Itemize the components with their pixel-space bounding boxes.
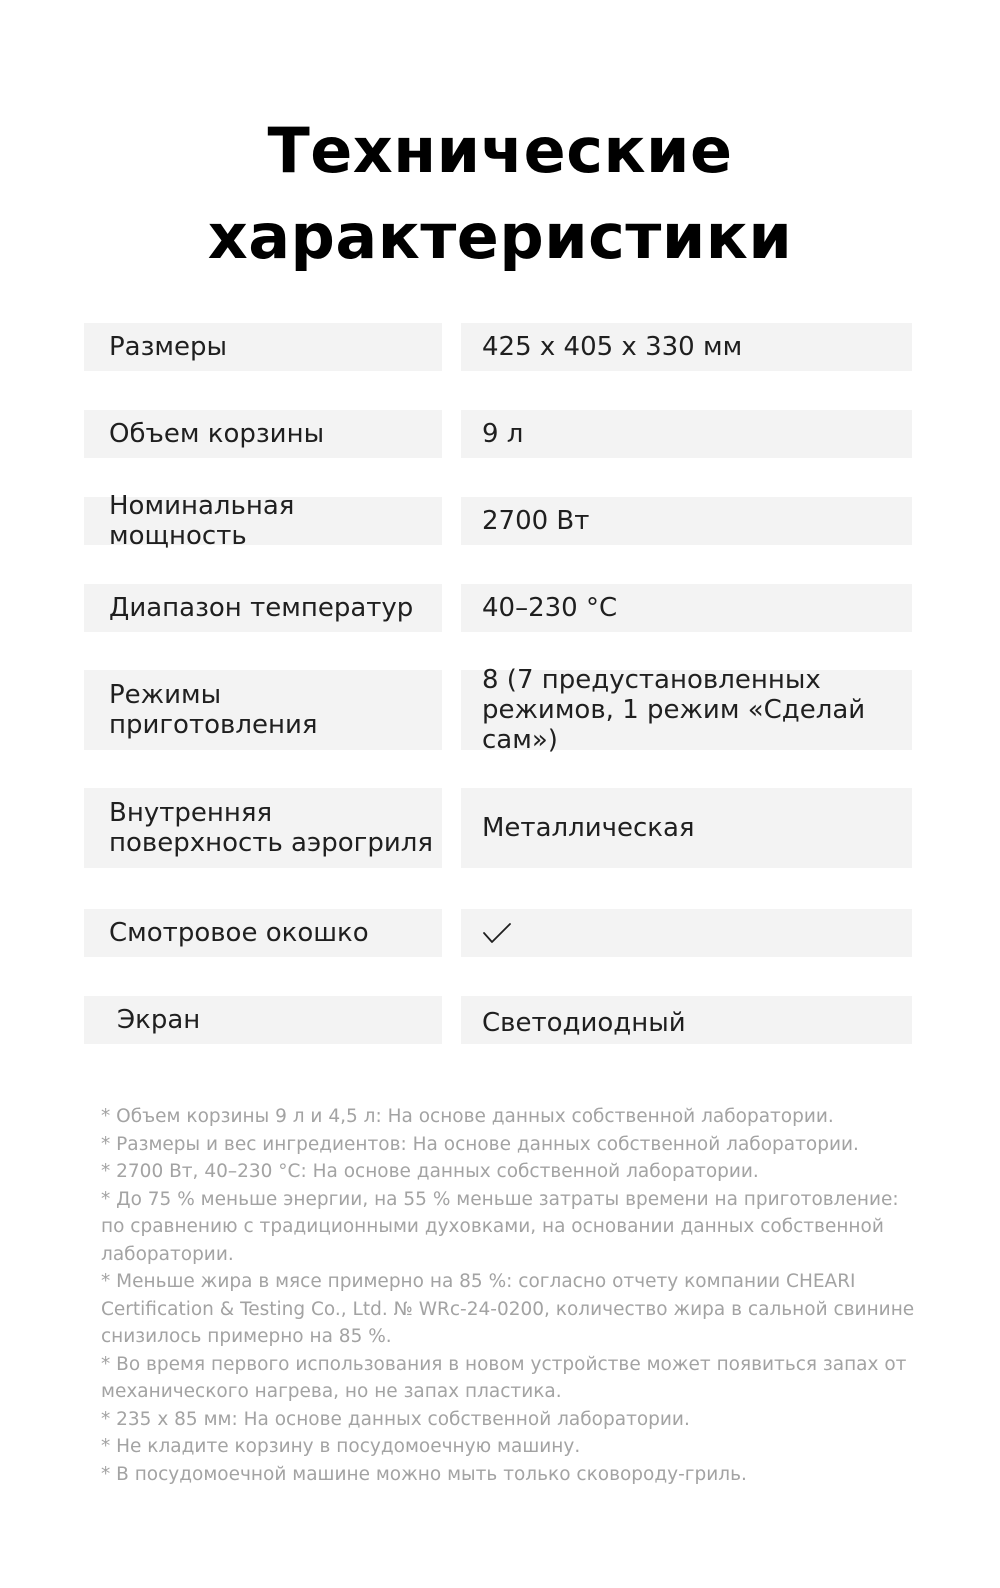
page-title-line-1: Технические	[267, 114, 733, 187]
spec-label-cell	[84, 788, 442, 868]
spec-row-viewing-window	[84, 909, 912, 957]
spec-value: 2700 Вт	[482, 506, 590, 536]
spec-label: Номинальная мощность	[109, 491, 295, 551]
footnote: * Объем корзины 9 л и 4,5 л: На основе данных собственной лаборатории.	[101, 1106, 834, 1127]
spec-value-cell	[461, 410, 912, 458]
footnote: * Не кладите корзину в посудомоечную машину.	[101, 1436, 581, 1457]
spec-label: Размеры	[109, 332, 228, 362]
spec-label: Режимы приготовления	[109, 680, 318, 740]
spec-label-cell	[84, 909, 442, 957]
spec-label: Объем корзины	[109, 419, 325, 449]
footnote: * В посудомоечной машине можно мыть только сковороду-гриль.	[101, 1463, 747, 1485]
footnote: * 2700 Вт, 40–230 °C: На основе данных собственной лаборатории.	[101, 1161, 759, 1182]
page-title	[0, 108, 1000, 280]
footnote: * До 75 % меньше энергии, на 55 % меньше затраты времени на приготовление: по сравнению с традиционными духовками, на основании данных собственной лаборатории.	[101, 1188, 899, 1265]
spec-row-screen	[84, 996, 912, 1044]
check-icon	[482, 922, 512, 944]
footnote: * Меньше жира в мясе примерно на 85 %: согласно отчету компании CHEARI Certification & Testing Co., Ltd. № WRc-24-0200, количество жира в сальной свинине снизилось примерно на 85 %.	[101, 1271, 915, 1347]
spec-label: Диапазон температур	[109, 593, 414, 623]
spec-row-inner-surface	[84, 788, 912, 868]
spec-row-temperature-range	[84, 584, 912, 632]
spec-value-cell	[461, 497, 912, 545]
spec-value-cell	[461, 584, 912, 632]
spec-label: Смотровое окошко	[109, 918, 369, 948]
page-title-line-2: характеристики	[207, 200, 793, 273]
footnotes	[101, 1103, 921, 1488]
spec-label: Экран	[117, 1005, 201, 1035]
spec-label-cell	[84, 491, 442, 551]
spec-row-cooking-modes	[84, 665, 912, 755]
footnote: * 235 x 85 мм: На основе данных собственной лаборатории.	[101, 1408, 690, 1430]
footnote: * Размеры и вес ингредиентов: На основе данных собственной лаборатории.	[101, 1133, 859, 1155]
spec-label-cell	[84, 410, 442, 458]
spec-value: 425 x 405 x 330 мм	[482, 332, 743, 362]
spec-label-cell	[84, 584, 442, 632]
spec-label-cell	[84, 996, 442, 1044]
spec-value-cell	[461, 996, 912, 1044]
spec-row-basket-volume	[84, 410, 912, 458]
spec-label-cell	[84, 670, 442, 750]
spec-value: Металлическая	[482, 813, 695, 843]
spec-value: Светодиодный	[482, 1007, 686, 1038]
spec-value: 8 (7 предустановленных режимов, 1 режим «Сделай сам»)	[482, 665, 866, 755]
spec-value-cell	[461, 323, 912, 371]
spec-row-dimensions	[84, 323, 912, 371]
spec-value-cell	[461, 788, 912, 868]
spec-row-rated-power	[84, 491, 912, 551]
footnote: * Во время первого использования в новом устройстве может появиться запах от механического нагрева, но не запах пластика.	[101, 1353, 907, 1402]
spec-label-cell	[84, 323, 442, 371]
spec-value-cell	[461, 665, 912, 755]
spec-value: 40–230 °C	[482, 593, 618, 623]
spec-value: 9 л	[482, 419, 524, 449]
spec-label: Внутренняя поверхность аэрогриля	[109, 798, 433, 858]
spec-value-cell	[461, 909, 912, 957]
